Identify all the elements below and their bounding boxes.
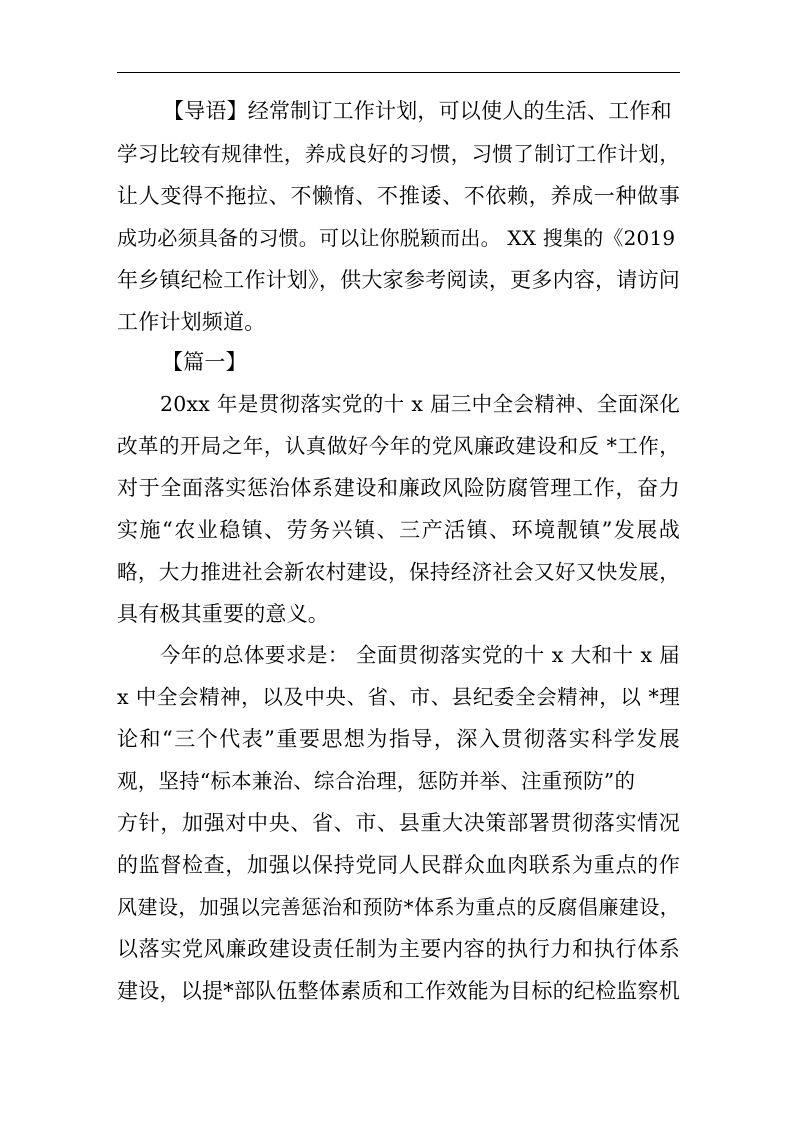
paragraph-line: 以落实党风廉政建设责任制为主要内容的执行力和执行体系 bbox=[117, 937, 680, 961]
paragraph-line: 具有极其重要的意义。 bbox=[117, 602, 329, 626]
intro-line: 学习比较有规律性，养成良好的习惯，习惯了制订工作计划， bbox=[117, 142, 680, 166]
paragraph-line: 风建设，加强以完善惩治和预防*体系为重点的反腐倡廉建设， bbox=[117, 895, 680, 919]
intro-line: 年乡镇纪检工作计划》，供大家参考阅读，更多内容，请访问 bbox=[117, 268, 680, 292]
section-heading: 【篇一】 bbox=[162, 350, 247, 374]
paragraph-line: 论和“三个代表”重要思想为指导，深入贯彻落实科学发展 bbox=[117, 727, 680, 751]
intro-line: 让人变得不拖拉、不懒惰、不推诿、不依赖，养成一种做事 bbox=[117, 184, 680, 208]
paragraph-line: 建设，以提*部队伍整体素质和工作效能为目标的纪检监察机 bbox=[117, 979, 680, 1003]
paragraph-line: 的监督检查，加强以保持党同人民群众血肉联系为重点的作 bbox=[117, 853, 680, 877]
intro-line: 工作计划频道。 bbox=[117, 310, 266, 334]
paragraph-line: x 中全会精神，以及中央、省、市、县纪委全会精神，以 *理 bbox=[117, 685, 680, 709]
paragraph-line: 方针，加强对中央、省、市、县重大决策部署贯彻落实情况 bbox=[117, 811, 680, 835]
intro-line: 【导语】经常制订工作计划，可以使人的生活、工作和 bbox=[163, 99, 672, 123]
intro-line: 成功必须具备的习惯。可以让你脱颖而出。 XX 搜集的《2019 bbox=[117, 226, 676, 250]
paragraph-line: 对于全面落实惩治体系建设和廉政风险防腐管理工作，奋力 bbox=[117, 476, 680, 500]
paragraph-line: 改革的开局之年，认真做好今年的党风廉政建设和反 *工作， bbox=[117, 434, 680, 458]
header-rule bbox=[117, 72, 680, 73]
paragraph-line: 20xx 年是贯彻落实党的十 x 届三中全会精神、全面深化 bbox=[160, 392, 680, 416]
paragraph-line: 略，大力推进社会新农村建设，保持经济社会又好又快发展， bbox=[117, 560, 680, 584]
paragraph-line: 实施“农业稳镇、劳务兴镇、三产活镇、环境靓镇”发展战 bbox=[117, 518, 680, 542]
paragraph-line: 观，坚持“标本兼治、综合治理，惩防并举、注重预防”的 bbox=[117, 769, 636, 793]
paragraph-line: 今年的总体要求是： 全面贯彻落实党的十 x 大和十 x 届 bbox=[160, 643, 680, 667]
